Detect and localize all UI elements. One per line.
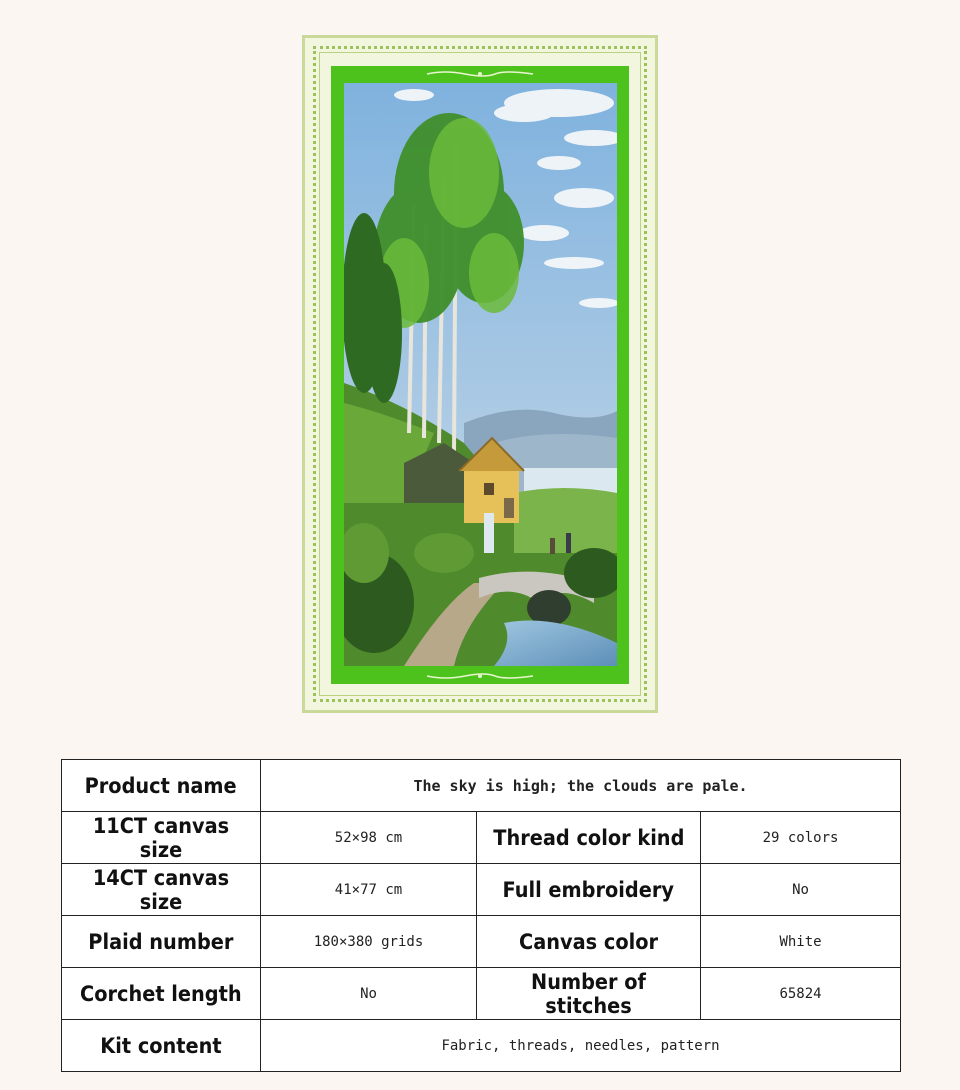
- plaid-number-label: Plaid number: [62, 916, 261, 968]
- full-embroidery-label: Full embroidery: [477, 864, 701, 916]
- product-name-value: The sky is high; the clouds are pale.: [261, 760, 901, 812]
- thread-color-kind-value: 29 colors: [701, 812, 901, 864]
- flourish-bottom-icon: [425, 672, 535, 680]
- kit-content-value: Fabric, threads, needles, pattern: [261, 1020, 901, 1072]
- thread-color-kind-label: Thread color kind: [477, 812, 701, 864]
- canvas-14ct-value: 41×77 cm: [261, 864, 477, 916]
- product-image: [344, 83, 617, 666]
- table-row: [62, 864, 901, 916]
- full-embroidery-value: No: [701, 864, 901, 916]
- table-row: [62, 916, 901, 968]
- plaid-number-value: 180×380 grids: [261, 916, 477, 968]
- table-row: [62, 1020, 901, 1072]
- table-row: [62, 968, 901, 1020]
- flourish-top-icon: [425, 70, 535, 78]
- spec-table: [61, 759, 901, 1072]
- table-row: [62, 812, 901, 864]
- table-row: [62, 760, 901, 812]
- crochet-length-value: No: [261, 968, 477, 1020]
- canvas-color-value: White: [701, 916, 901, 968]
- kit-content-label: Kit content: [62, 1020, 261, 1072]
- canvas-color-label: Canvas color: [477, 916, 701, 968]
- canvas-11ct-value: 52×98 cm: [261, 812, 477, 864]
- crochet-length-label: Corchet length: [62, 968, 261, 1020]
- canvas-11ct-label: 11CT canvas size: [62, 812, 261, 864]
- stitches-value: 65824: [701, 968, 901, 1020]
- stitches-label: Number of stitches: [477, 968, 701, 1020]
- product-name-label: Product name: [62, 760, 261, 812]
- canvas-14ct-label: 14CT canvas size: [62, 864, 261, 916]
